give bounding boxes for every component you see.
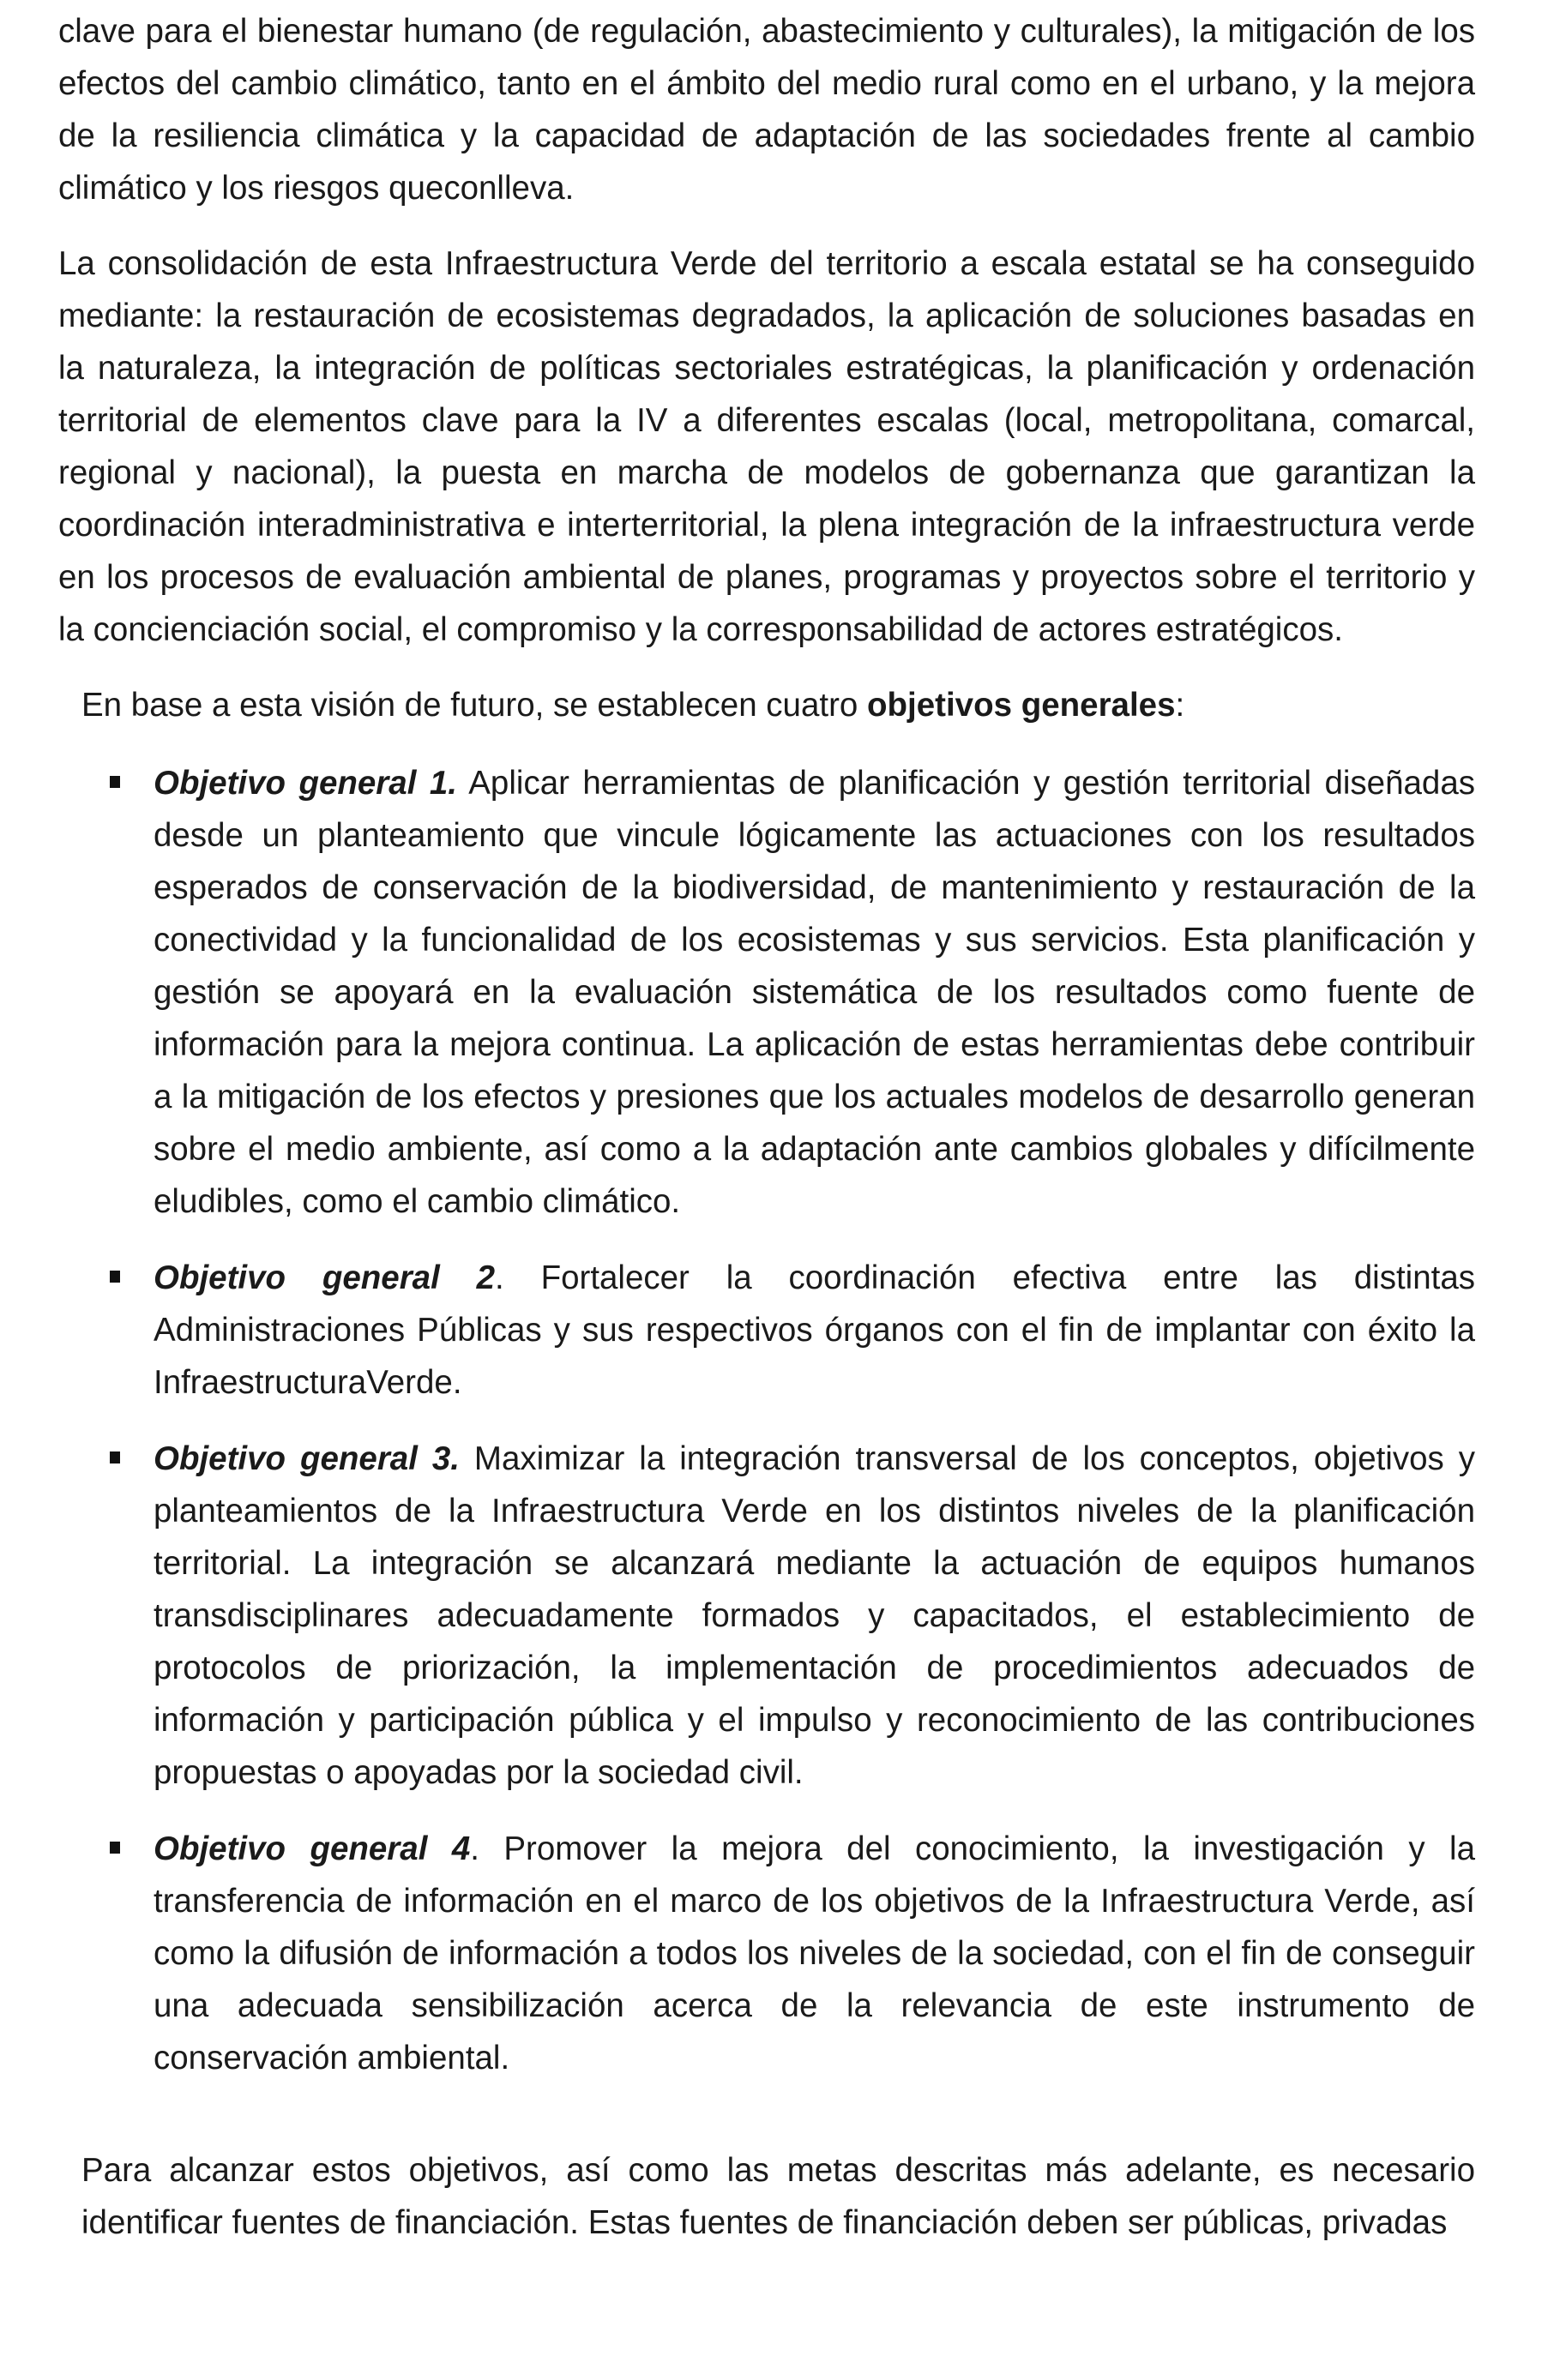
square-bullet-icon xyxy=(110,776,120,788)
objectives-list xyxy=(58,757,1475,2084)
intro-bold-text: objetivos generales xyxy=(867,687,1176,724)
objective-title: Objetivo general 2 xyxy=(154,1259,496,1296)
objectives-intro xyxy=(58,679,1475,731)
objective-text: Maximizar la integración transversal de los conceptos, objetivos y planteamientos de la Infraestructura Verde en los distintos niveles de la planificación territorial. La integración se alcanzará mediante la actuación de equipos humanos transdisciplinares adecuadamente formados y capacitados, el establecimiento de protocolos de priorización, la implementación de procedimientos adecuados de información y participación pública y el impulso y reconocimiento de las contribuciones propuestas o apoyadas por la sociedad civil. xyxy=(154,1440,1475,1791)
objective-title: Objetivo general 1. xyxy=(154,765,457,802)
square-bullet-icon xyxy=(110,1842,120,1854)
intro-colon: : xyxy=(1175,687,1185,724)
objective-text: . Fortalecer la coordinación efectiva entre las distintas Administraciones Públicas y sus respectivos órganos con el fin de implantar con éxito la InfraestructuraVerde. xyxy=(154,1259,1475,1401)
objective-item-3 xyxy=(58,1433,1475,1799)
square-bullet-icon xyxy=(110,1451,120,1463)
objective-title: Objetivo general 3. xyxy=(154,1440,460,1477)
objective-text: Aplicar herramientas de planificación y gestión territorial diseñadas desde un planteamiento que vincule lógicamente las actuaciones con los resultados esperados de conservación de la biodiversidad, de mantenimiento y restauración de la conectividad y la funcionalidad de los ecosistemas y sus servicios. Esta planificación y gestión se apoyará en la evaluación sistemática de los resultados como fuente de información para la mejora continua. La aplicación de estas herramientas debe contribuir a la mitigación de los efectos y presiones que los actuales modelos de desarrollo generan sobre el medio ambiente, así como a la adaptación ante cambios globales y difícilmente eludibles, como el cambio climático. xyxy=(154,765,1475,1220)
objective-item-1 xyxy=(58,757,1475,1228)
objective-title: Objetivo general 4 xyxy=(154,1830,471,1867)
document-page xyxy=(58,5,1475,2249)
square-bullet-icon xyxy=(110,1271,120,1283)
objective-item-4 xyxy=(58,1823,1475,2084)
objective-text: . Promover la mejora del conocimiento, la investigación y la transferencia de información en el marco de los objetivos de la Infraestructura Verde, así como la difusión de información a todos los niveles de la sociedad, con el fin de conseguir una adecuada sensibilización acerca de la relevancia de este instrumento de conservación ambiental. xyxy=(154,1830,1476,2076)
paragraph-1: clave para el bienestar humano (de regulación, abastecimiento y culturales), la mitigación de los efectos del cambio climático, tanto en el ámbito del medio rural como en el urbano, y la mejora de la resiliencia climática y la capacidad de adaptación de las sociedades frente al cambio climático y los riesgos queconlleva. xyxy=(58,13,1475,207)
paragraph-4: Para alcanzar estos objetivos, así como las metas descritas más adelante, es necesario identificar fuentes de financiación. Estas fuentes de financiación deben ser públicas, privadas xyxy=(81,2152,1475,2241)
paragraph-2: La consolidación de esta Infraestructura Verde del territorio a escala estatal se ha conseguido mediante: la restauración de ecosistemas degradados, la aplicación de soluciones basadas en la naturaleza, la integración de políticas sectoriales estratégicas, la planificación y ordenación territorial de elementos clave para la IV a diferentes escalas (local, metropolitana, comarcal, regional y nacional), la puesta en marcha de modelos de gobernanza que garantizan la coordinación interadministrativa e interterritorial, la plena integración de la infraestructura verde en los procesos de evaluación ambiental de planes, programas y proyectos sobre el territorio y la concienciación social, el compromiso y la corresponsabilidad de actores estratégicos. xyxy=(58,245,1475,648)
objective-item-2 xyxy=(58,1252,1475,1409)
intro-text: En base a esta visión de futuro, se establecen cuatro xyxy=(81,687,868,724)
